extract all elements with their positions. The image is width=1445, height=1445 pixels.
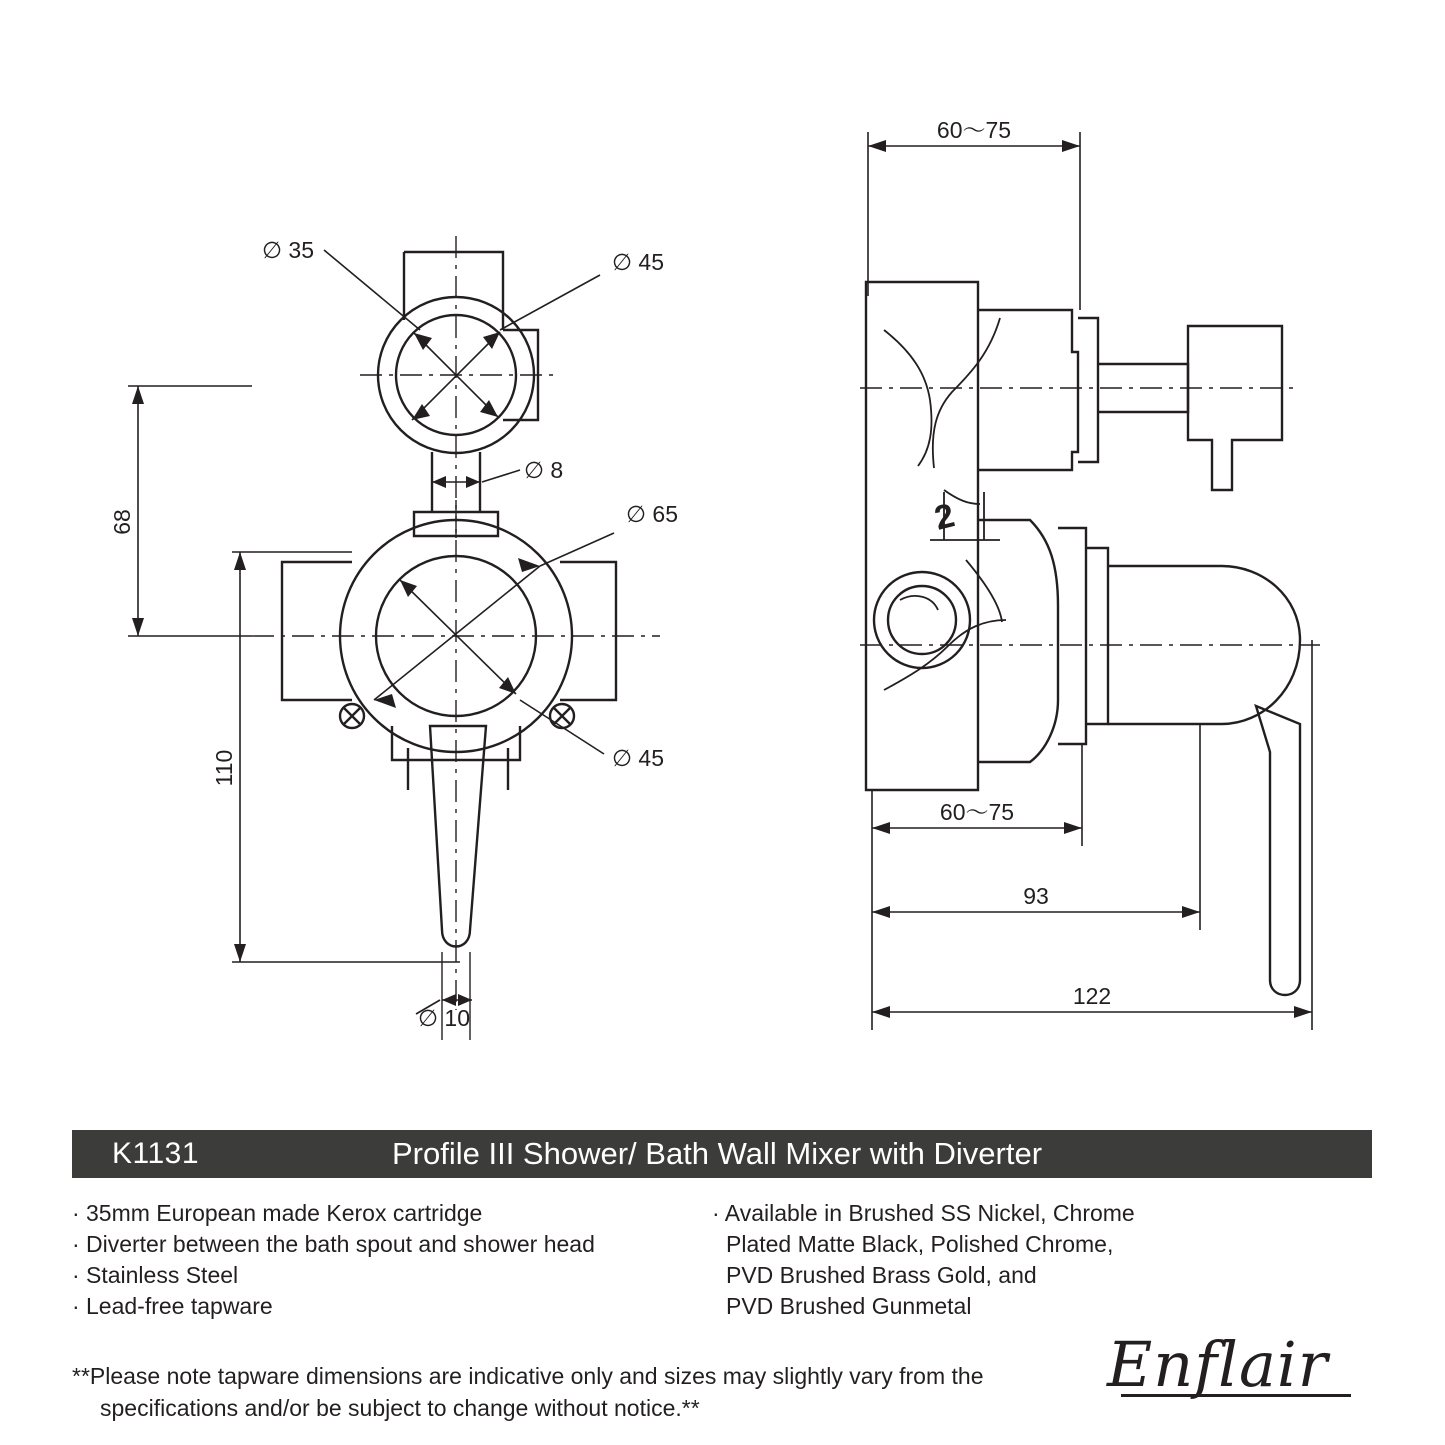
label-d10: ∅ 10 (418, 1005, 471, 1031)
feature-text: 35mm European made Kerox cartridge (86, 1200, 483, 1226)
label-d8: ∅ 8 (524, 457, 564, 483)
note-line-1: **Please note tapware dimensions are indicative only and sizes may slightly vary from the (72, 1363, 984, 1389)
label-d65: ∅ 65 (626, 501, 679, 527)
disclaimer-note (72, 1360, 1132, 1424)
list-item (72, 1229, 712, 1260)
label-d45-bottom: ∅ 45 (612, 745, 665, 771)
features-right-column (712, 1198, 1332, 1322)
bullet-icon: · (72, 1262, 80, 1288)
label-mid-range: 60～75 (939, 799, 1015, 825)
side-view-body (866, 282, 1300, 995)
title-bar (72, 1130, 1372, 1178)
list-item (72, 1291, 712, 1322)
brand-logo (1107, 1330, 1367, 1420)
bullet-icon: · (72, 1200, 80, 1226)
label-110: 110 (211, 749, 237, 787)
label-top-range: 60～75 (936, 117, 1012, 143)
svg-text:2: 2 (930, 496, 959, 538)
features-left-column (72, 1198, 712, 1322)
list-item-cont: PVD Brushed Brass Gold, and (726, 1262, 1037, 1288)
feature-text: Stainless Steel (86, 1262, 239, 1288)
label-68: 68 (109, 509, 135, 535)
features-section (72, 1198, 1372, 1322)
list-item (72, 1198, 712, 1229)
label-93: 93 (1023, 883, 1049, 909)
brand-name: Enflair (1107, 1328, 1329, 1401)
note-line-2: specifications and/or be subject to change without notice.** (100, 1395, 700, 1421)
bullet-icon: · (72, 1231, 80, 1257)
product-code: K1131 (112, 1137, 200, 1170)
feature-text: Diverter between the bath spout and shower head (86, 1231, 595, 1257)
bullet-icon: · (72, 1293, 80, 1319)
label-d45-top: ∅ 45 (612, 249, 665, 275)
list-item (72, 1260, 712, 1291)
label-122: 122 (1072, 983, 1112, 1009)
label-d35: ∅ 35 (262, 237, 315, 263)
list-item: · Available in Brushed SS Nickel, Chrome (712, 1200, 1135, 1226)
feature-text: Lead-free tapware (86, 1293, 273, 1319)
list-item-cont: Plated Matte Black, Polished Chrome, (726, 1231, 1114, 1257)
front-view-body (282, 252, 616, 947)
list-item-cont: PVD Brushed Gunmetal (726, 1293, 972, 1319)
product-name: Profile III Shower/ Bath Wall Mixer with Diverter (392, 1136, 1043, 1171)
